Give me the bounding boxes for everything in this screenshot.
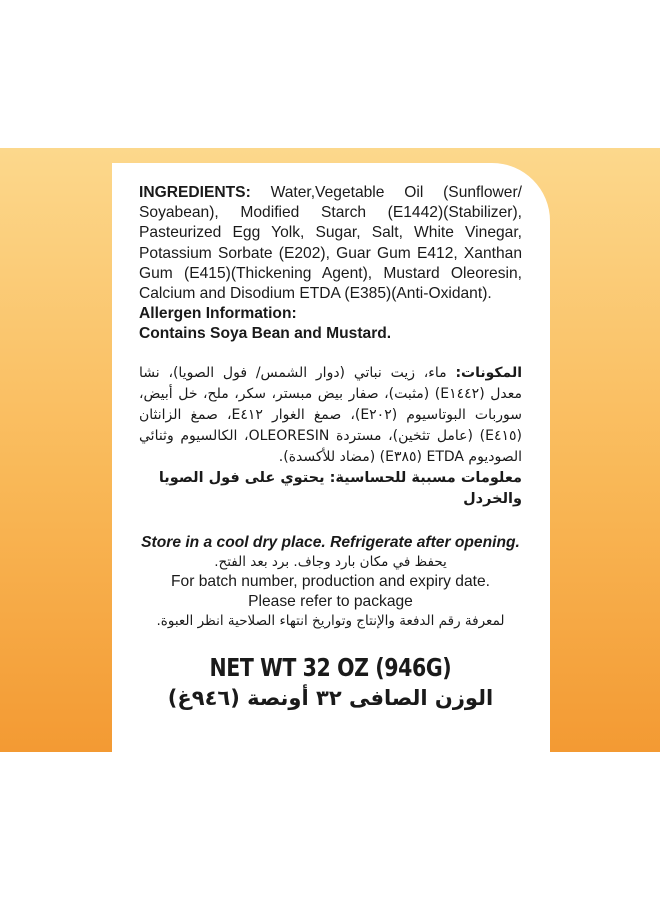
batch-en-line-2: Please refer to package (248, 592, 413, 610)
ar-allergen: معلومات مسببة للحساسية: يحتوي على فول الصويا والخردل (158, 469, 522, 508)
storage-ar: يحفظ في مكان بارد وجاف. برد بعد الفتح. (214, 554, 447, 571)
ar-ingredients-text: ماء، زيت نباتي (دوار الشمس/ فول الصويا)، نشا معدل (E١٤٤٢) (مثبت)، صفار بيض مبستر، سكر، ملح، خل أبيض، سوربات البوتاسيوم (E٢٠٢)، صمغ الغوار E٤١٢، صمغ الزانثان (E٤١٥) (عامل تثخين)، مستردة OLEORESIN، الكالسيوم وثنائي الصوديوم ETDA (E٣٨٥) (مضاد للأكسدة). (139, 364, 523, 465)
ar-ingredients-heading: المكونات: (455, 364, 522, 381)
ingredients-en (139, 183, 522, 304)
storage-en: Store in a cool dry place. Refrigerate after opening. (141, 533, 520, 551)
ingredients-ar (139, 363, 522, 468)
storage-section (139, 533, 522, 632)
net-weight-en: NET WT 32 OZ (946G) (209, 653, 452, 683)
ingredients-text: Water,Vegetable Oil (Sunflower/ Soyabean), Modified Starch (E1442)(Stabilizer), Pasteurized Egg Yolk, Sugar, Salt, White Vinegar, Potassium Sorbate (E202), Guar Gum E412, Xanthan Gum (E415)(Thickening Agent), Mustard Oleoresin, Calcium and Disodium ETDA (E385)(Anti-Oxidant). (139, 184, 522, 303)
net-weight-section (139, 653, 522, 713)
net-weight-ar: الوزن الصافى ٣٢ أونصة (٩٤٦غ) (167, 686, 494, 711)
ingredients-heading: INGREDIENTS: (139, 184, 251, 201)
batch-en-line-1: For batch number, production and expiry date. (171, 573, 490, 591)
batch-ar: لمعرفة رقم الدفعة والإنتاج وتواريخ انتهاء الصلاحية انظر العبوة. (156, 613, 505, 630)
label-card (112, 163, 550, 753)
allergen-heading: Allergen Information: (139, 305, 297, 323)
label-content (139, 183, 522, 713)
allergen-text: Contains Soya Bean and Mustard. (139, 325, 392, 343)
